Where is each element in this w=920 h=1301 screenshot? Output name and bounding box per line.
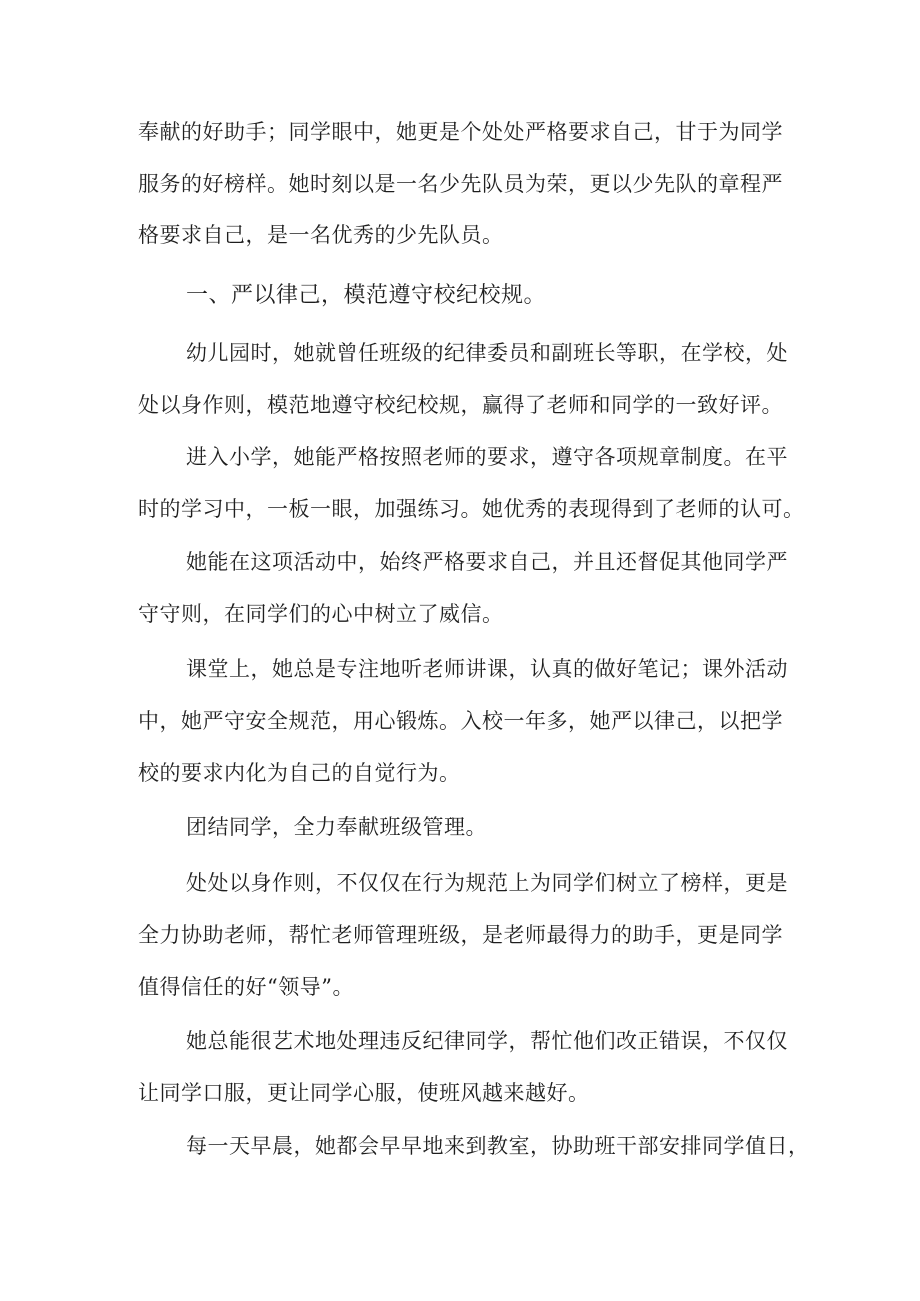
paragraph-line: 进入小学，她能严格按照老师的要求，遵守各项规章制度。在平 <box>186 445 788 469</box>
paragraph-line: 幼儿园时，她就曾任班级的纪律委员和副班长等职，在学校，处 <box>186 341 788 365</box>
paragraph-line: 校的要求内化为自己的自觉行为。 <box>138 761 461 785</box>
paragraph-line: 格要求自己，是一名优秀的少先队员。 <box>138 223 504 247</box>
section-heading: 一、严以律己，模范遵守校纪校规。 <box>186 283 547 308</box>
paragraph-line: 守守则，在同学们的心中树立了威信。 <box>138 602 504 626</box>
paragraph-line: 她总能很艺术地处理违反纪律同学，帮忙他们改正错误，不仅仅 <box>186 1029 788 1053</box>
paragraph-line: 中，她严守安全规范，用心锻炼。入校一年多，她严以律己，以把学 <box>138 709 783 733</box>
paragraph-line: 让同学口服，更让同学心服，使班风越来越好。 <box>138 1081 590 1105</box>
section-heading: 团结同学，全力奉献班级管理。 <box>186 815 487 839</box>
paragraph-line: 服务的好榜样。她时刻以是一名少先队员为荣，更以少先队的章程严 <box>138 172 783 196</box>
paragraph-line: 她能在这项活动中，始终严格要求自己，并且还督促其他同学严 <box>186 550 788 574</box>
paragraph-line: 处以身作则，模范地遵守校纪校规，赢得了老师和同学的一致好评。 <box>138 393 783 417</box>
paragraph-line: 课堂上，她总是专注地听老师讲课，认真的做好笔记；课外活动 <box>186 657 788 681</box>
paragraph-line: 时的学习中，一板一眼，加强练习。她优秀的表现得到了老师的认可。 <box>138 497 805 521</box>
paragraph-line: 全力协助老师，帮忙老师管理班级，是老师最得力的助手，更是同学 <box>138 923 783 947</box>
paragraph-line: 处处以身作则，不仅仅在行为规范上为同学们树立了榜样，更是 <box>186 871 788 895</box>
paragraph-line: 值得信任的好“领导”。 <box>138 975 354 999</box>
paragraph-line: 奉献的好助手；同学眼中，她更是个处处严格要求自己，甘于为同学 <box>138 120 783 144</box>
paragraph-line: 每一天早晨，她都会早早地来到教室，协助班干部安排同学值日， <box>186 1134 810 1158</box>
